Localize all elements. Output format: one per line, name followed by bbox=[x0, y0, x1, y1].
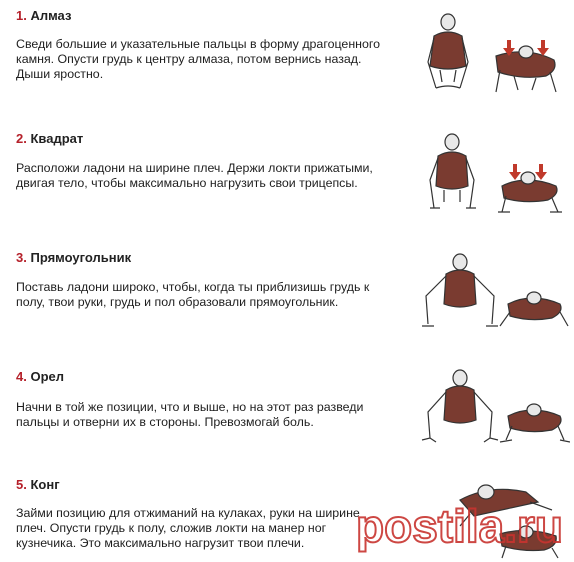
exercise-name: Квадрат bbox=[30, 131, 84, 146]
description-line: Сведи большие и указательные пальцы в форму драгоценного bbox=[16, 37, 381, 51]
exercise-number: 3. bbox=[16, 250, 27, 265]
watermark-text: postila.ru bbox=[356, 500, 564, 552]
pushup-figure-icon bbox=[420, 364, 570, 456]
exercise-description bbox=[16, 280, 408, 310]
pushup-figure-icon bbox=[426, 128, 566, 220]
exercise-title bbox=[16, 131, 83, 146]
exercise-name: Конг bbox=[30, 477, 60, 492]
exercise-title bbox=[16, 8, 71, 23]
description-line: Расположи ладони на ширине плеч. Держи локти прижатыми, bbox=[16, 161, 373, 175]
exercise-description bbox=[16, 161, 408, 191]
pushup-figure-icon bbox=[426, 6, 566, 98]
description-line: полу, твои руки, грудь и пол образовали прямоугольник. bbox=[16, 295, 339, 309]
exercise-name: Алмаз bbox=[30, 8, 72, 23]
exercise-number: 2. bbox=[16, 131, 27, 146]
description-line: двигая тело, чтобы максимально нагрузить свои трицепсы. bbox=[16, 176, 358, 190]
description-line: плеч. Опусти грудь к полу, сложив локти на манер ног bbox=[16, 521, 327, 535]
description-line: Начни в той же позиции, что и выше, но на этот раз разведи bbox=[16, 400, 364, 414]
description-line: Займи позицию для отжиманий на кулаках, руки на ширине bbox=[16, 506, 360, 520]
exercise-name: Орел bbox=[30, 369, 65, 384]
pushup-figure-icon bbox=[420, 248, 570, 340]
exercise-title bbox=[16, 369, 64, 384]
exercise-number: 5. bbox=[16, 477, 27, 492]
exercise-title bbox=[16, 250, 131, 265]
exercise-description bbox=[16, 37, 408, 82]
exercise-description bbox=[16, 400, 408, 430]
exercise-number: 4. bbox=[16, 369, 27, 384]
description-line: пальцы и отверни их в стороны. Превозмогай боль. bbox=[16, 415, 314, 429]
description-line: камня. Опусти грудь к центру алмаза, потом вернись назад. bbox=[16, 52, 362, 66]
exercise-title bbox=[16, 477, 60, 492]
exercise-number: 1. bbox=[16, 8, 27, 23]
description-line: Дыши яростно. bbox=[16, 67, 104, 81]
description-line: кузнечика. Это максимально нагрузит твои плечи. bbox=[16, 536, 305, 550]
exercise-description bbox=[16, 506, 408, 551]
exercise-name: Прямоугольник bbox=[30, 250, 132, 265]
watermark-logo bbox=[352, 496, 574, 562]
description-line: Поставь ладони широко, чтобы, когда ты приблизишь грудь к bbox=[16, 280, 370, 294]
